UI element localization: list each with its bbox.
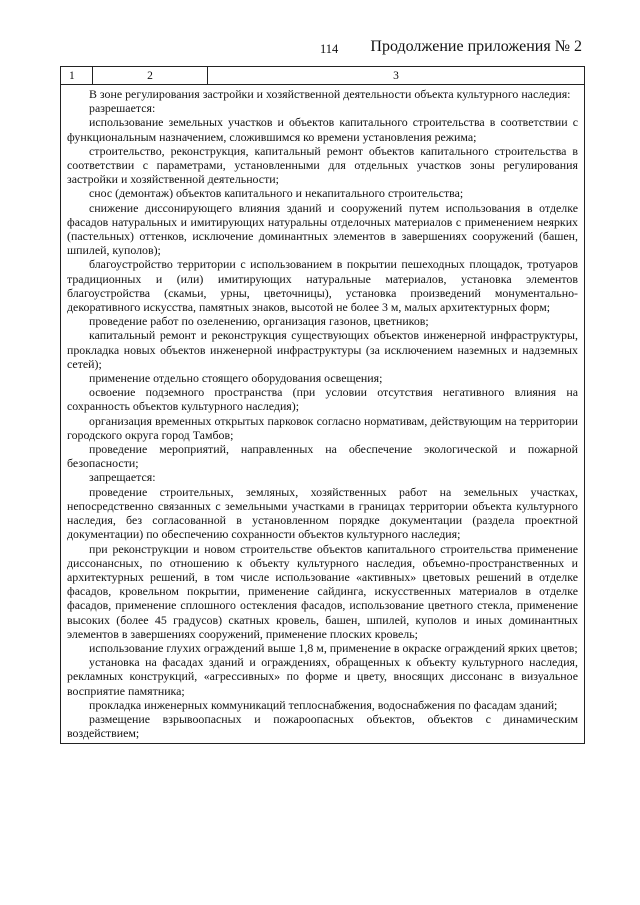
- paragraph: прокладка инженерных коммуникаций теплоснабжения, водоснабжения по фасадам зданий;: [89, 697, 558, 712]
- paragraph: благоустройство территории с использованием в покрытии пешеходных площадок, тротуаров традиционных и (или) имитирующих натуральные материалов, установка элементов благоустройства (скамьи, урны, цветочницы), установка произведений монументально-декоративного искусства, памятных знаков, высотой не более 3 м, малых архитектурных форм;: [67, 257, 578, 315]
- paragraph: разрешается:: [89, 101, 156, 116]
- paragraph: при реконструкции и новом строительстве объектов капитального строительства применение диссонансных, по отношению к объекту культурного наследия, объемно-пространственных и архитектурных решений, в том числе использование «активных» цветовых решений в отделке фасадов, кровельном покрытии, применение сайдинга, искусственных материалов в отделке фасадов, применение сплошного остекления фасадов, использование цветного стекла, применение высоких (более 45 градусов) скатных кровель, башен, шпилей, куполов и иных доминантных элементов в завершениях сооружений, применение плоских кровель;: [67, 541, 578, 641]
- content-row: [61, 85, 585, 744]
- paragraph: запрещается:: [89, 470, 156, 485]
- paragraph: капитальный ремонт и реконструкция существующих объектов инженерной инфраструктуры, прокладка новых объектов инженерной инфраструктуры (за исключением наземных и надземных сетей);: [67, 328, 578, 371]
- paragraph: использование глухих ограждений выше 1,8 м, применение в окраске ограждений ярких цветов;: [89, 640, 578, 655]
- column-number-2: 2: [93, 67, 208, 85]
- paragraph: проведение мероприятий, направленных на обеспечение экологической и пожарной безопасности;: [67, 442, 578, 471]
- paragraph: снос (демонтаж) объектов капитального и некапитального строительства;: [89, 186, 464, 201]
- page-number: 114: [320, 42, 339, 56]
- appendix-title: Продолжение приложения № 2: [370, 38, 582, 55]
- page-header: [0, 38, 640, 62]
- column-number-row: [61, 67, 585, 85]
- paragraph: освоение подземного пространства (при условии отсутствия негативного влияния на сохранность объектов культурного наследия);: [67, 385, 578, 414]
- column-number-3: 3: [208, 67, 585, 85]
- paragraph: размещение взрывоопасных и пожароопасных объектов, объектов с динамическим воздействием;: [67, 711, 578, 741]
- content-cell: [61, 85, 585, 744]
- paragraph: применение отдельно стоящего оборудования освещения;: [89, 371, 383, 386]
- regulation-table: [60, 66, 585, 744]
- column-number-1: 1: [61, 67, 93, 85]
- paragraph: снижение диссонирующего влияния зданий и сооружений путем использования в отделке фасадов натуральных и имитирующих натуральны отделочных материалов с применением неярких (пастельных) оттенков, исключение доминантных элементов в завершениях сооружений (башен, шпилей, куполов);: [67, 200, 578, 258]
- paragraph: В зоне регулирования застройки и хозяйственной деятельности объекта культурного наследия:: [89, 87, 571, 101]
- paragraph: проведение работ по озеленению, организация газонов, цветников;: [89, 314, 429, 329]
- paragraph: организация временных открытых парковок согласно нормативам, действующим на территории городского округа город Тамбов;: [67, 413, 578, 442]
- paragraph: строительство, реконструкция, капитальный ремонт объектов капитального строительства в соответствии с параметрами, установленными для отдельных участков зоны регулирования застройки и хозяйственной деятельности;: [67, 143, 578, 187]
- paragraph: использование земельных участков и объектов капитального строительства в соответствии с функциональным назначением, сложившимся ко времени установления режима;: [67, 115, 578, 144]
- paragraph: установка на фасадах зданий и ограждениях, обращенных к объекту культурного наследия, рекламных конструкций, «агрессивных» по форме и цвету, вносящих диссонанс в визуальное восприятие памятника;: [67, 655, 578, 698]
- paragraph: проведение строительных, земляных, хозяйственных работ на земельных участках, непосредственно связанных с земельными участками в границах территории объекта культурного наследия, без согласованной в установленном порядке документации (раздела проектной документации) по обеспечению сохранности объектов культурного наследия;: [67, 484, 578, 542]
